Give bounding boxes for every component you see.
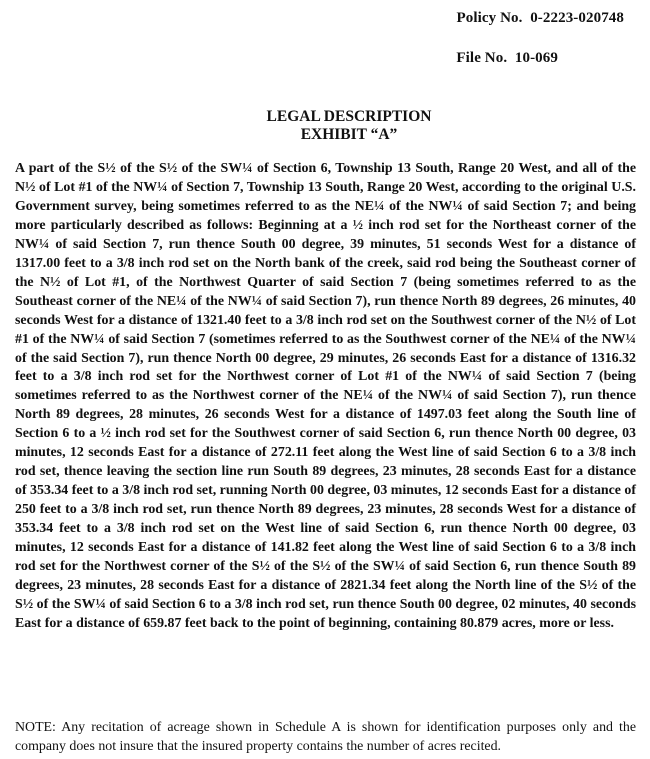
acreage-note: NOTE: Any recitation of acreage shown in Schedule A is shown for identification purposes only and the company does not insure that the insured property contains the number of acres recited. (15, 720, 636, 754)
file-label: File No. (456, 50, 508, 66)
document-title-block (0, 108, 650, 144)
file-number-line (456, 50, 558, 67)
policy-number-line (457, 10, 625, 27)
legal-description-paragraph: A part of the S½ of the S½ of the SW¼ of Section 6, Township 13 South, Range 20 West, and all of the N½ of Lot #1 of the NW¼ of Section 7, Township 13 South, Range 20 West, according to the original U.S. Government survey, being sometimes referred to as the NE¼ of the NW¼ of said Section 7; and being more particularly described as follows: Beginning at a ½ inch rod set for the Northeast corner of the NW¼ of said Section 7, run thence South 00 degree, 39 minutes, 51 seconds West for a distance of 1317.00 feet to a 3/8 inch rod set on the North bank of the creek, said rod being the Southeast corner of the N½ of Lot #1, of the Northwest Quarter of said Section 7 (being sometimes referred to as the Southeast corner of the NE¼ of the NW¼ of said Section 7), run thence North 89 degrees, 26 minutes, 40 seconds West for a distance of 1321.40 feet to a 3/8 inch rod set on the Southwest corner of the N½ of Lot #1 of the NW¼ of said Section 7 (sometimes referred to as the Southwest corner of the NE¼ of the NW¼ of the said Section 7), run thence North 00 degree, 29 minutes, 26 seconds East for a distance of 1316.32 feet to a 3/8 inch rod set for the Northwest corner of Lot #1 of the NW¼ of said Section 7 (being sometimes referred to as the Northwest corner of the NE¼ of the NW¼ of said Section 7), run thence North 89 degrees, 28 minutes, 26 seconds West for a distance of 1497.03 feet along the South line of Section 6 to a ½ inch rod set for the Southwest corner of said Section 6, run thence North 00 degree, 03 minutes, 12 seconds East for a distance of 272.11 feet along the West line of said Section 6 to a 3/8 inch rod set, thence leaving the section line run South 89 degrees, 23 minutes, 28 seconds East for a distance of 353.34 feet to a 3/8 inch rod set, running North 00 degree, 03 minutes, 12 seconds East for a distance of 250 feet to a 3/8 inch rod set, run thence North 89 degrees, 23 minutes, 28 seconds West for a distance of 353.34 feet to a 3/8 inch rod set on the West line of said Section 6, run thence North 00 degree, 03 minutes, 12 seconds East for a distance of 141.82 feet along the West line of said Section 6 to a 3/8 inch rod set for the Northwest corner of the S½ of the S½ of the SW¼ of said Section 6, run thence South 89 degrees, 23 minutes, 28 seconds East for a distance of 2821.34 feet along the North line of the S½ of the S½ of the SW¼ of said Section 6 to a 3/8 inch rod set, run thence South 00 degree, 02 minutes, 40 seconds East for a distance of 659.87 feet back to the point of beginning, containing 80.879 acres, more or less. (15, 161, 636, 631)
policy-label: Policy No. (456, 10, 523, 26)
file-number: 10-069 (514, 50, 558, 66)
policy-number: 0-2223-020748 (530, 10, 624, 26)
document-title: LEGAL DESCRIPTION (266, 108, 432, 125)
document-subtitle: EXHIBIT “A” (300, 126, 398, 143)
